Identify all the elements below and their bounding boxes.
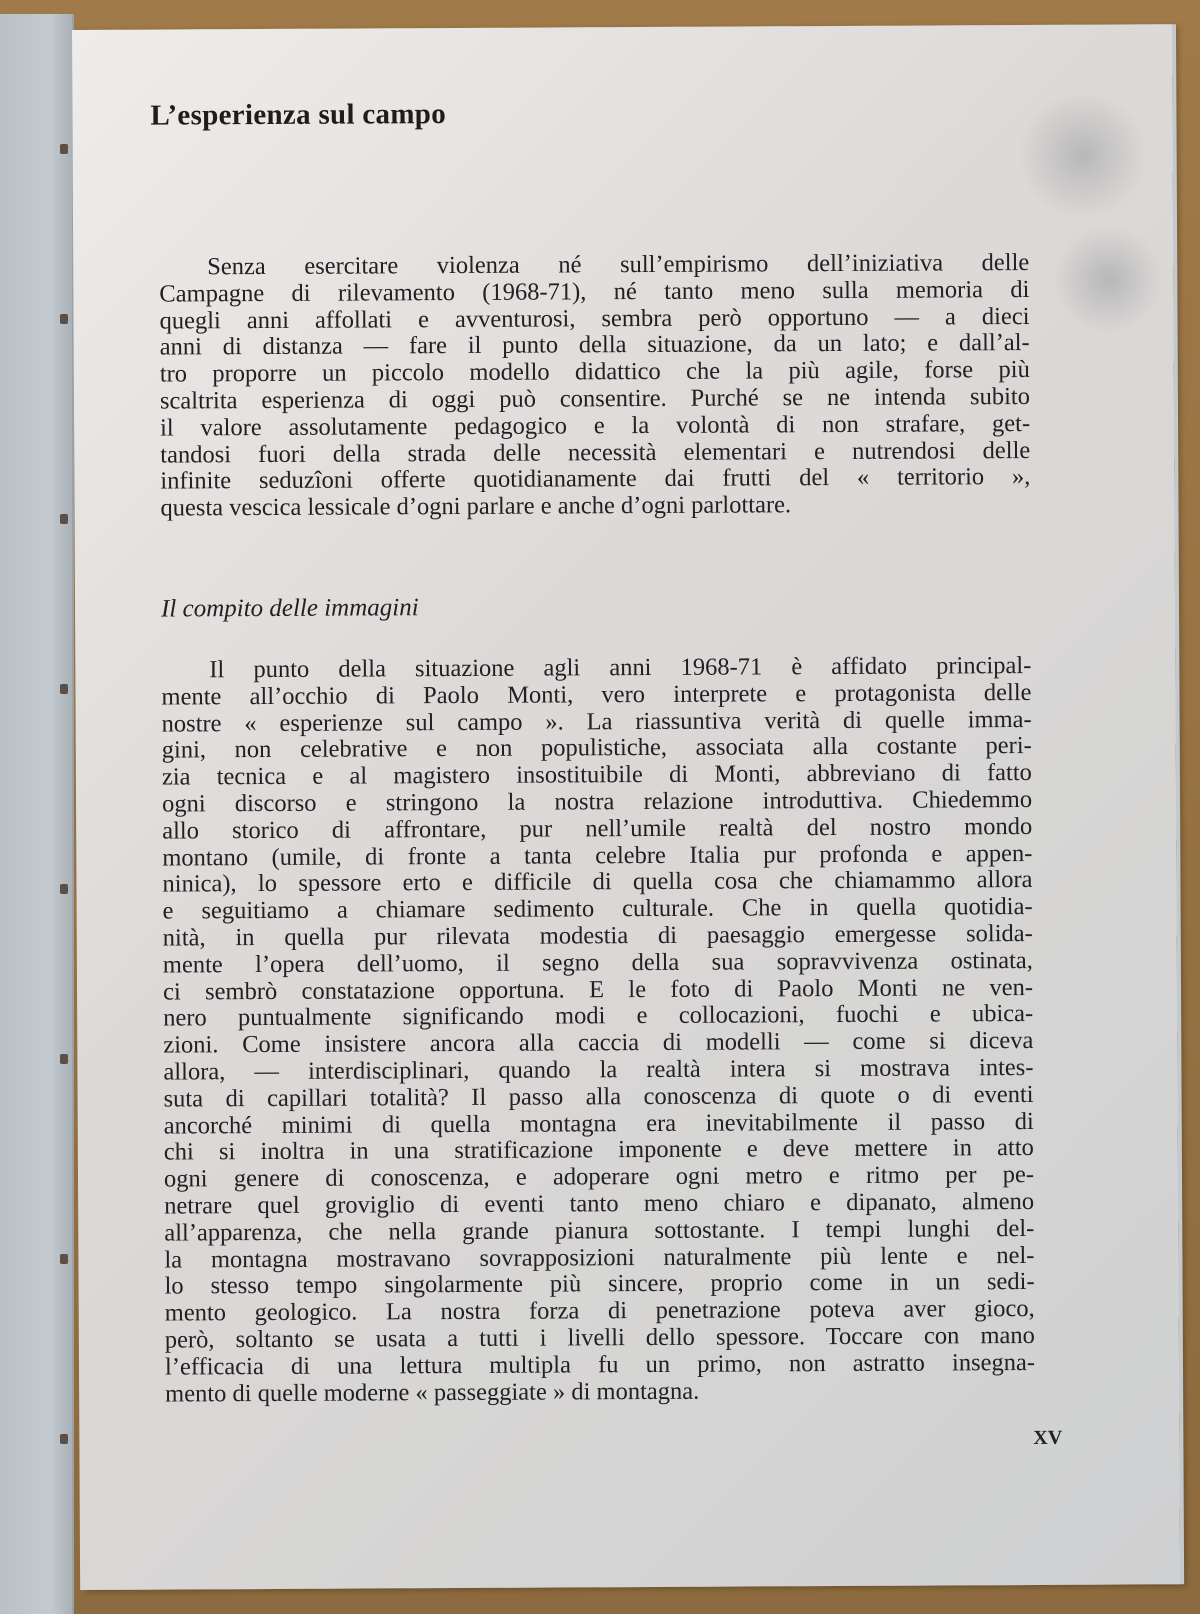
text-line: e seguitiamo a chiamare sedimento culturale. Che in quella quotidia-: [162, 893, 1033, 925]
text-line: ci sembrò constatazione opportuna. E le foto di Paolo Monti ne ven-: [162, 973, 1034, 1006]
paragraph-intro: [159, 250, 1030, 523]
text-line: scaltrita esperienza di oggi può consentire. Purché se ne intenda subito: [159, 382, 1031, 415]
text-line: ogni discorso e stringono la nostra relazione introduttiva. Chiedemmo: [161, 785, 1033, 818]
text-line: zia tecnica e al magistero insostituibile di Monti, abbreviano di fatto: [161, 759, 1032, 791]
paragraph-images: [161, 653, 1035, 1408]
text-line: ancorché minimi di quella montagna era inevitabilmente il passo di: [163, 1107, 1034, 1140]
section-title: Il compito delle immagini: [160, 594, 419, 623]
shadow-spot: [1053, 224, 1164, 335]
binding-hole: [60, 314, 68, 324]
text-line: il valore assolutamente pedagogico e la volontà di non strafare, get-: [160, 409, 1031, 442]
text-line: la montagna mostravano sovrapposizioni naturalmente più lente e nel-: [164, 1241, 1035, 1274]
binding-hole: [60, 1054, 68, 1064]
text-line: nostre « esperienze sul campo ». La riassuntiva verità di quelle imma-: [161, 705, 1032, 738]
text-line: l’efficacia di una lettura multipla fu un primo, non astratto insegna-: [164, 1348, 1036, 1381]
book-page: [72, 24, 1180, 1590]
binding-hole: [60, 144, 68, 154]
text-line: lo stesso tempo singolarmente più sincere, proprio come in un sedi-: [164, 1268, 1035, 1300]
text-line: gini, non celebrative e non populistiche, associata alla costante peri-: [161, 732, 1032, 764]
binding-hole: [60, 1434, 68, 1444]
text-line: zioni. Come insistere ancora alla caccia di modelli — come si diceva: [163, 1027, 1034, 1059]
binding-hole: [60, 684, 68, 694]
text-line: però, soltanto se usata a tutti i livelli dello spessore. Toccare con mano: [164, 1321, 1035, 1354]
text-line: suta di capillari totalità? Il passo alla conoscenza di quote o di eventi: [163, 1080, 1034, 1113]
text-line: anni di distanza — fare il punto della situazione, da un lato; e dall’al-: [159, 329, 1030, 361]
chapter-title: L’esperienza sul campo: [150, 98, 447, 132]
text-line: mento geologico. La nostra forza di penetrazione poteva aver gioco,: [164, 1295, 1035, 1327]
text-line: tro proporre un piccolo modello didattico che la più agile, forse più: [159, 356, 1030, 388]
text-line: Il punto della situazione agli anni 1968-71 è affidato principal-: [209, 651, 1032, 684]
text-line: nero puntualmente significando modi e collocazioni, fuochi e ubica-: [163, 1000, 1034, 1032]
shadow-spot: [1012, 94, 1153, 215]
text-line: ogni genere di conoscenza, e adoperare ogni metro e ritmo per pe-: [163, 1161, 1035, 1193]
binding-hole: [60, 1254, 68, 1264]
text-line: allora, — interdisciplinari, quando la realtà intera si mostrava intes-: [163, 1053, 1034, 1086]
text-line: infinite seduzîoni offerte quotidianamente dai frutti del « territorio »,: [160, 463, 1031, 495]
text-line: chi si inoltra in una stratificazione imponente e deve mettere in atto: [163, 1134, 1034, 1166]
text-line: montano (umile, di fronte a tanta celebre Italia pur profonda e appen-: [162, 839, 1033, 872]
text-line: ninica), lo spessore erto e difficile di quella cosa che chiamammo allora: [162, 866, 1033, 898]
text-line: mente all’occhio di Paolo Monti, vero interprete e protagonista delle: [161, 678, 1032, 711]
text-line: nità, in quella pur rilevata modestia di paesaggio emergesse solida-: [162, 919, 1033, 952]
text-line: all’apparenza, che nella grande pianura sottostante. I tempi lunghi del-: [164, 1214, 1035, 1247]
binding-hole: [60, 884, 68, 894]
text-line: questa vescica lessicale d’ogni parlare e anche d’ogni parlottare.: [160, 491, 792, 522]
text-line: quegli anni affollati e avventurosi, sembra però opportuno — a dieci: [159, 302, 1030, 335]
text-line: netrare quel groviglio di eventi tanto meno chiaro e dipanato, almeno: [164, 1187, 1035, 1220]
text-line: tandosi fuori della strada delle necessità elementari e nutrendosi delle: [160, 436, 1031, 469]
text-line: Senza esercitare violenza né sull’empirismo dell’iniziativa delle: [207, 248, 1030, 281]
text-line: allo storico di affrontare, pur nell’umile realtà del nostro mondo: [162, 812, 1033, 845]
text-line: mente l’opera dell’uomo, il segno della sua sopravvivenza ostinata,: [162, 946, 1033, 979]
text-line: Campagne di rilevamento (1968-71), né tanto meno sulla memoria di: [159, 275, 1030, 308]
page-number: XV: [1033, 1426, 1063, 1449]
binding-hole: [60, 514, 68, 524]
text-line: mento di quelle moderne « passeggiate » di montagna.: [165, 1377, 700, 1408]
left-page-edge: [0, 14, 74, 1614]
